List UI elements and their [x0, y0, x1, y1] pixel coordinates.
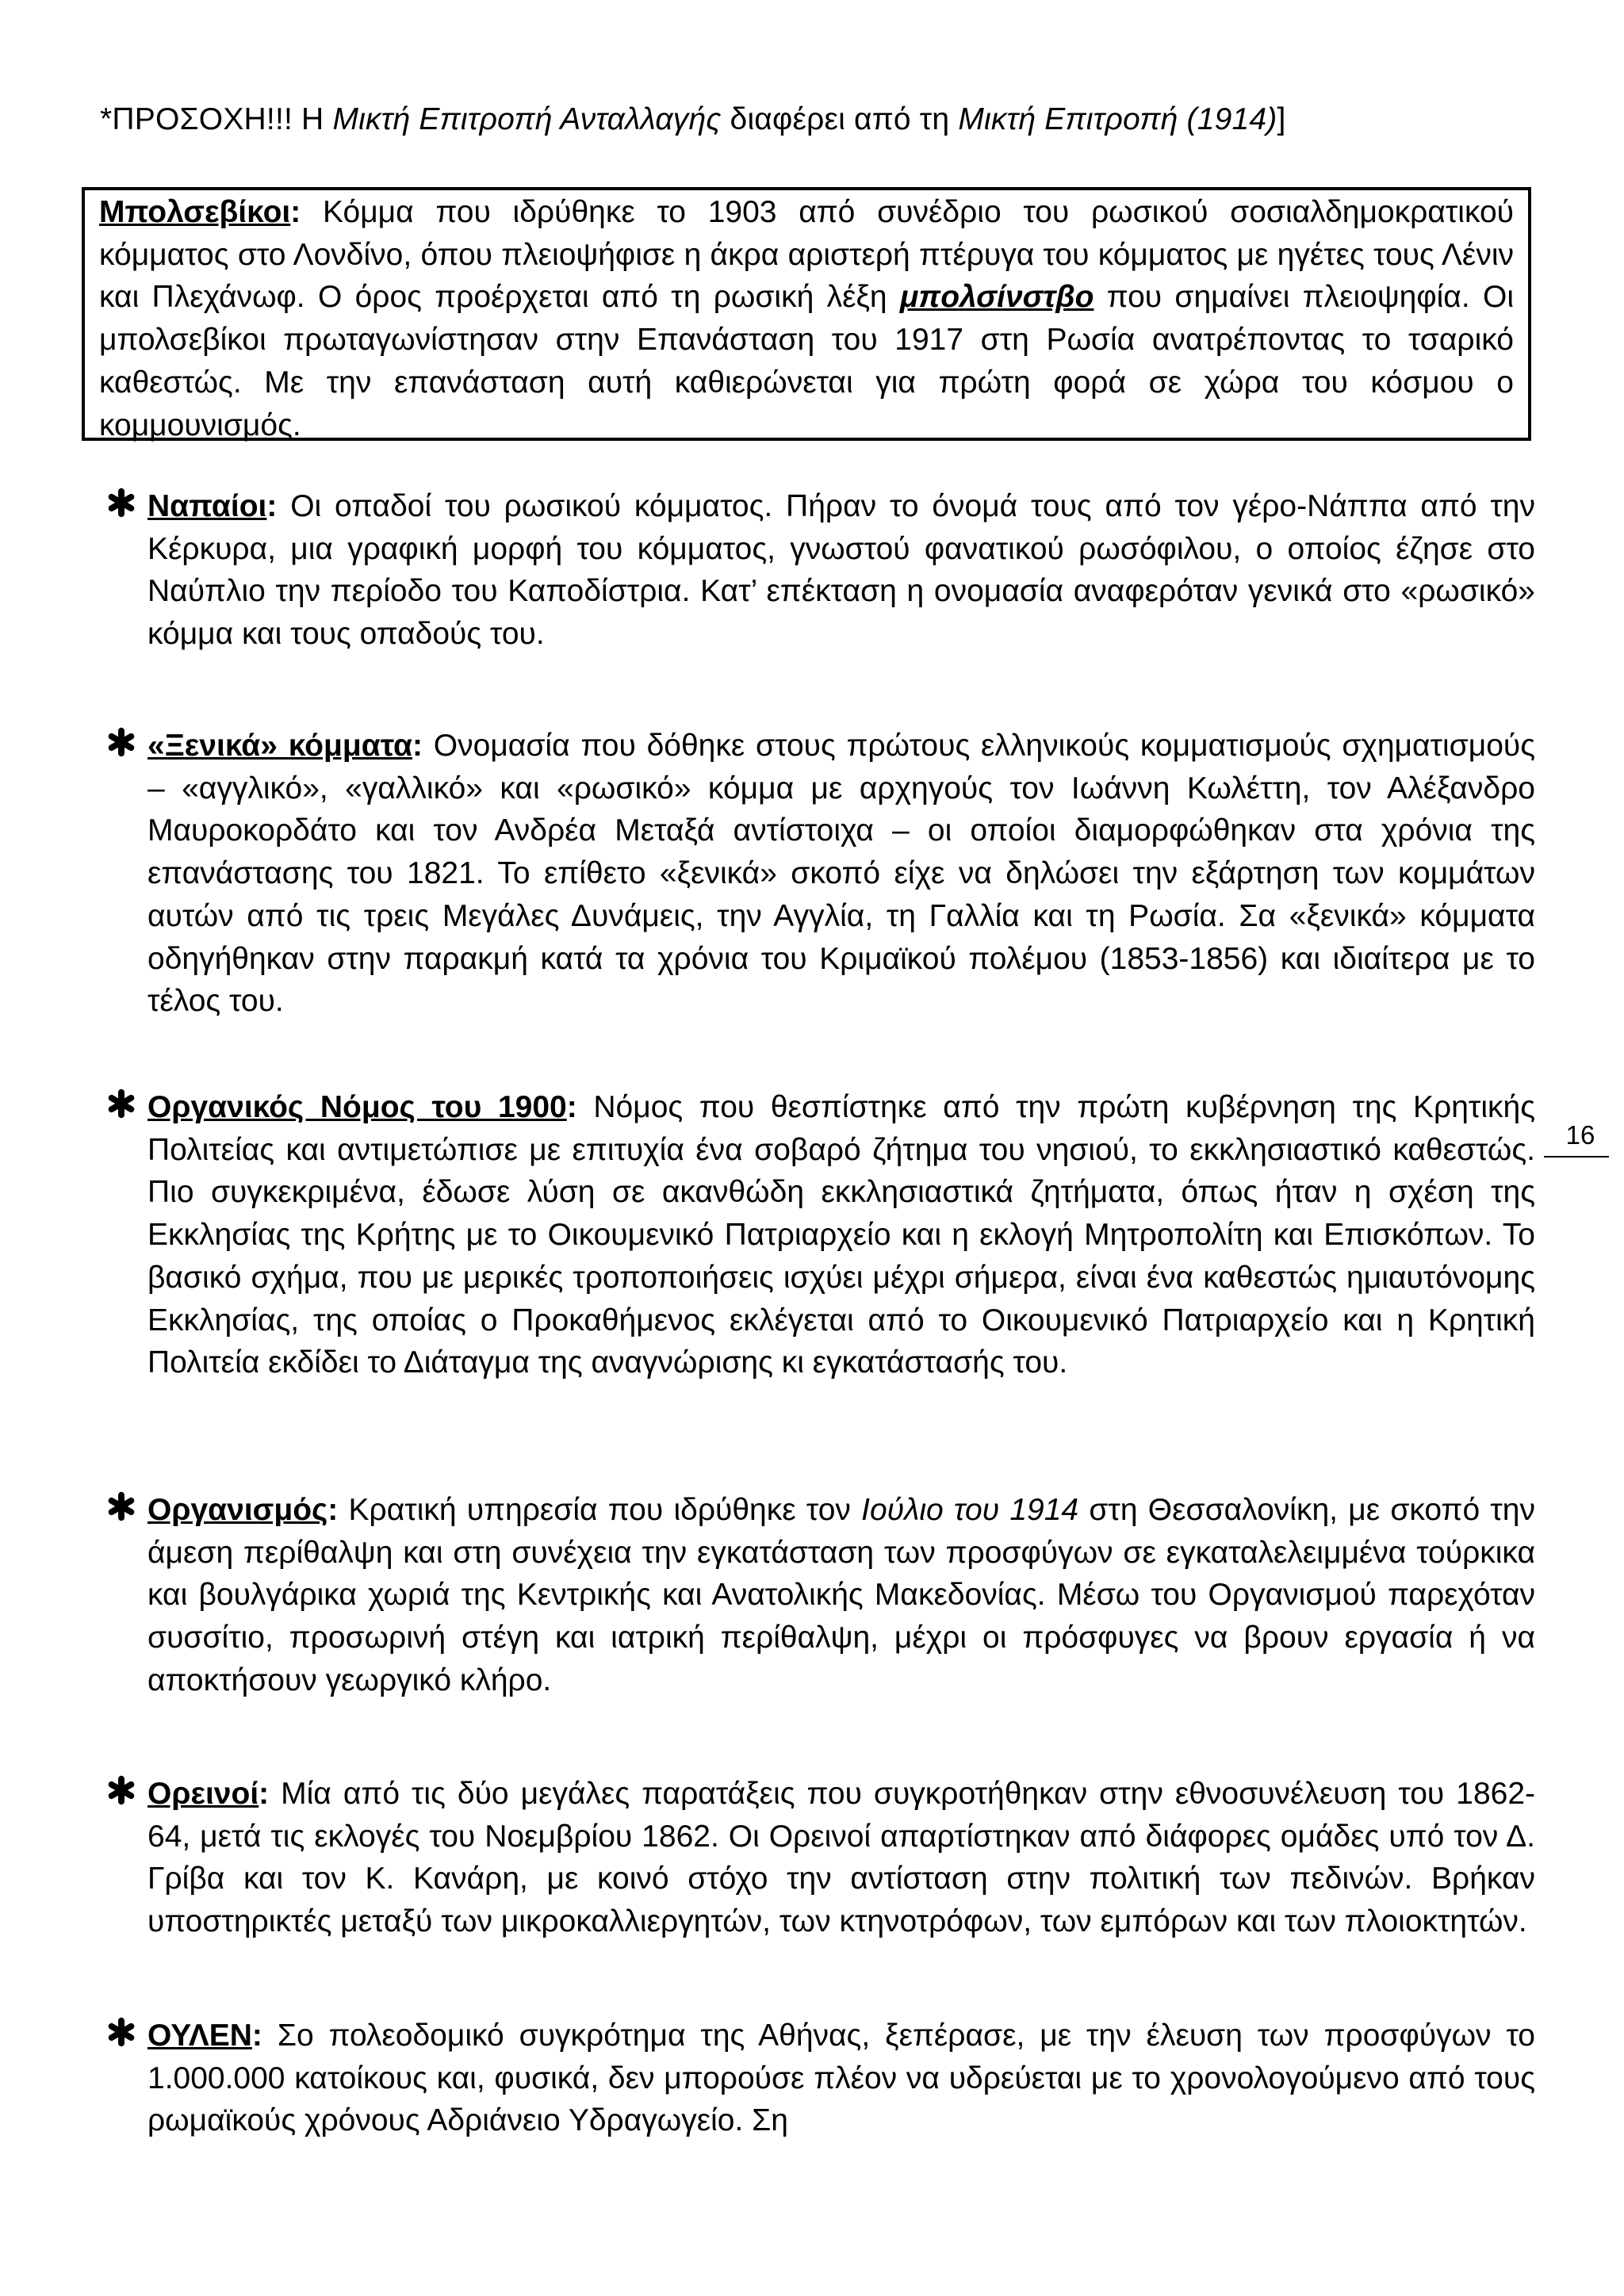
note-prefix: *ΠΡΟΣΟΧΗ!!! Η — [100, 102, 333, 136]
page-number-underline — [1544, 1156, 1609, 1158]
term-bolsheviks: Μπολσεβίκοι — [99, 195, 291, 229]
term-colon: : — [327, 1493, 339, 1527]
definition-organic-law-1900: Νόμος που θεσπίστηκε από την πρώτη κυβέρνηση της Κρητικής Πολιτείας και αντιμετώπισε με επιτυχία ένα σοβαρό ζήτημα του νησιού, το εκκλησιαστικό καθεστώς. Πιο συγκεκριμένα, έδωσε λύση σε ακανθώδη εκκλησιαστικά ζητήματα, όπως ήταν η σχέση της Εκκλησίας της Κρήτης με το Οικουμενικό Πατριαρχείο και η εκλογή Μητροπολίτη και Επισκόπων. Το βασικό σχήμα, που με μερικές τροποποιήσεις ισχύει μέχρι σήμερα, είναι ένα καθεστώς ημιαυτόνομης Εκκλησίας, της οποίας ο Προκαθήμενος εκλέγεται από το Οικουμενικό Πατριαρχείο και η Κρητική Πολιτεία εκδίδει το Διάταγμα της αναγνώρισης κι εγκατάστασής του. — [147, 1090, 1535, 1380]
note-em-committee-1914: Μικτή Επιτροπή (1914) — [958, 102, 1277, 136]
bolsheviks-definition-text — [99, 191, 1514, 446]
glossary-entry-ulen — [147, 2015, 1535, 2142]
asterisk-icon — [106, 727, 136, 757]
entry-text — [147, 1086, 1535, 1384]
definition-foreign-parties: Ονομασία που δόθηκε στους πρώτους ελληνικούς κομματισμούς σχηματισμούς – «αγγλικό», «γαλλικό» και «ρωσικό» κόμμα με αρχηγούς τον Ιωάννη Κωλέττη, τον Αλέξανδρο Μαυροκορδάτο και τον Ανδρέα Μεταξά αντίστοιχα – οι οποίοι διαμορφώθηκαν στα χρόνια της επανάστασης του 1821. Το επίθετο «ξενικά» σκοπό είχε να δηλώσει την εξάρτηση των κομμάτων αυτών από τις τρεις Μεγάλες Δυνάμεις, την Αγγλία, τη Γαλλία και τη Ρωσία. Σα «ξενικά» κόμματα οδηγήθηκαν στην παρακμή κατά τα χρόνια του Κριμαϊκού πολέμου (1853-1856) και ιδιαίτερα με το τέλος του. — [147, 729, 1536, 1019]
term-colon: : — [412, 729, 423, 763]
term-organismos: Οργανισμός — [147, 1493, 328, 1527]
definition-organismos-part2: στη Θεσσαλονίκη, με σκοπό την άμεση περίθαλψη και στη συνέχεια την εγκατάσταση των προσφύγων σε εγκαταλελειμμένα τούρκικα και βουλγάρικα χωριά της Κεντρικής και Ανατολικής Μακεδονίας. Μέσω του Οργανισμού παρεχόταν συσσίτιο, προσωρινή στέγη και ιατρική περίθαλψη, μέχρι οι πρόσφυγες να βρουν εργασία ή να αποκτήσουν γεωργικό κλήρο. — [147, 1493, 1536, 1697]
entry-text — [147, 485, 1535, 656]
term-foreign-parties: «Ξενικά» κόμματα — [147, 729, 413, 763]
term-colon: : — [251, 2019, 262, 2053]
definition-organismos-part1: Κρατική υπηρεσία που ιδρύθηκε τον — [338, 1493, 862, 1527]
definition-ulen: Σο πολεοδομικό συγκρότημα της Αθήνας, ξεπέρασε, με την έλευση των προσφύγων το 1.000.000 κατοίκους και, φυσικά, δεν μπορούσε πλέον να υδρεύεται με το χρονολογούμενο από τους ρωμαϊκούς χρόνους Αδριάνειο Υδραγωγείο. Ση — [147, 2019, 1535, 2138]
entry-text — [147, 1489, 1535, 1702]
asterisk-icon — [106, 488, 136, 518]
note-mid: διαφέρει από τη — [721, 102, 959, 136]
asterisk-icon — [106, 1775, 136, 1805]
note-em-exchange-committee: Μικτή Επιτροπή Ανταλλαγής — [332, 102, 722, 136]
definition-oreinoi: Μία από τις δύο μεγάλες παρατάξεις που συγκροτήθηκαν στην εθνοσυνέλευση του 1862-64, μετά τις εκλογές του Νοεμβρίου 1862. Οι Ορεινοί απαρτίστηκαν από διάφορες ομάδες υπό τον Δ. Γρίβα και τον Κ. Κανάρη, με κοινό στόχο την αντίσταση στην πολιτική των πεδινών. Βρήκαν υποστηρικτές μεταξύ των μικροκαλλιεργητών, των κτηνοτρόφων, των εμπόρων και των πλοιοκτητών. — [147, 1777, 1535, 1939]
glossary-entry-napaioi — [147, 485, 1535, 656]
entry-text — [147, 1773, 1535, 1943]
term-bolshinstvo: μπολσίνστβο — [899, 280, 1094, 315]
term-ulen: ΟΥΛΕΝ — [147, 2019, 252, 2053]
glossary-entry-oreinoi — [147, 1773, 1535, 1943]
term-oreinoi: Ορεινοί — [147, 1777, 259, 1811]
date-july-1914: Ιούλιο του 1914 — [861, 1493, 1079, 1527]
page-number: 16 — [1565, 1120, 1595, 1150]
term-napaioi: Ναπαίοι — [147, 489, 267, 523]
term-colon: : — [259, 1777, 270, 1811]
asterisk-icon — [106, 1089, 136, 1119]
glossary-entry-foreign-parties — [147, 725, 1535, 1023]
asterisk-icon — [106, 1491, 136, 1521]
entry-text — [147, 725, 1535, 1023]
bolsheviks-definition-box — [82, 187, 1531, 441]
term-organic-law-1900: Οργανικός Νόμος του 1900 — [147, 1090, 567, 1124]
glossary-entry-organic-law-1900 — [147, 1086, 1535, 1384]
definition-napaioi: Οι οπαδοί του ρωσικού κόμματος. Πήραν το όνομά τους από τον γέρο-Νάππα από την Κέρκυρα, μια γραφική μορφή του κόμματος, γνωστού φανατικού ρωσόφιλου, ο οποίος έζησε στο Ναύπλιο την περίοδο του Καποδίστρια. Κατ’ επέκταση η ονομασία αναφερόταν γενικά στο «ρωσικό» κόμμα και τους οπαδούς του. — [147, 489, 1535, 652]
term-colon: : — [266, 489, 278, 523]
term-colon: : — [566, 1090, 577, 1124]
bolsheviks-text-part1: Κόμμα που ιδρύθηκε το 1903 από συνέδριο του ρωσικού σοσιαλδημοκρατικού κόμματος στο Λονδίνο, όπου πλειοψήφισε η άκρα αριστερή πτέρυγα του κόμματος με ηγέτες τους Λένιν και Πλεχάνωφ. Ο όρος προέρχεται από τη ρωσική λέξη — [99, 195, 1514, 315]
entry-text — [147, 2015, 1535, 2142]
note-suffix: ] — [1277, 102, 1286, 136]
bolsheviks-text-part2: που σημαίνει πλειοψηφία. Οι μπολσεβίκοι πρωταγωνίστησαν στην Επανάσταση του 1917 στη Ρωσία ανατρέποντας το τσαρικό καθεστώς. Με την επανάσταση αυτή καθιερώνεται για πρώτη φορά σε χώρα του κόσμου ο κομμουνισμός. — [99, 280, 1514, 442]
glossary-entry-organismos — [147, 1489, 1535, 1702]
attention-note — [100, 98, 1527, 141]
term-colon: : — [290, 195, 301, 229]
asterisk-icon — [106, 2017, 136, 2047]
